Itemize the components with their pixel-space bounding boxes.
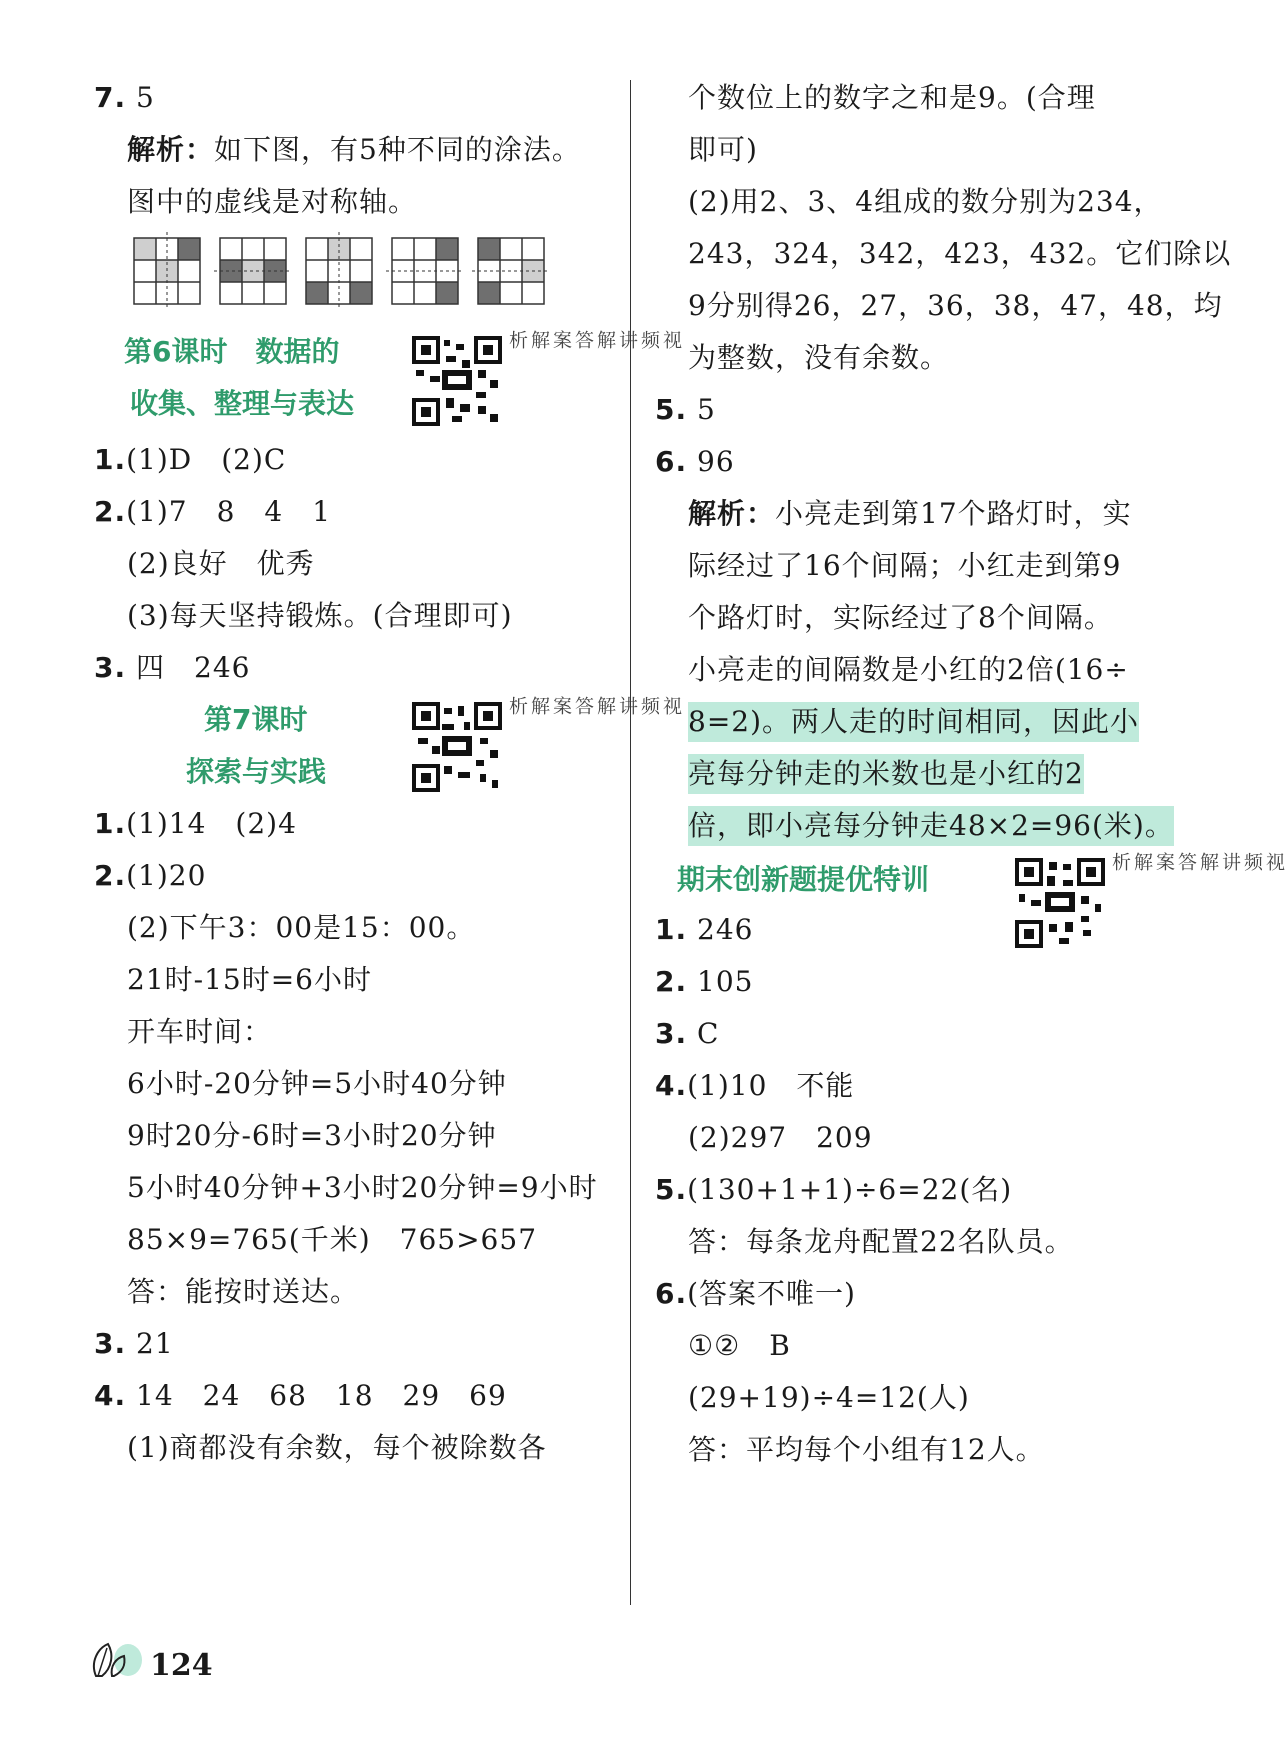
r5: 9分别得26，27，36，38，47，48，均 (688, 289, 1223, 322)
r-exp-6: 亮每分钟走的米数也是小红的2 (688, 754, 1084, 794)
lesson6-title-2: 收集、整理与表达 (130, 387, 355, 420)
lesson6-title-1: 第6课时 数据的 (124, 335, 340, 368)
qr-code-icon[interactable] (412, 702, 502, 792)
l7-q2d: 开车时间： (127, 1015, 273, 1048)
lesson7-title-1: 第7课时 (204, 703, 308, 736)
f-q3: 3. C (655, 1017, 720, 1050)
f-q5: 5.(130+1+1)÷6=22(名) (655, 1173, 1013, 1206)
f-q1: 1. 246 (655, 913, 754, 946)
l7-q2: 2.(1)20 (94, 859, 207, 892)
column-divider (630, 80, 631, 1605)
r-exp-1: 解析：小亮走到第17个路灯时，实 (688, 497, 1132, 530)
r-exp-7: 倍，即小亮每分钟走48×2=96(米)。 (688, 806, 1174, 846)
f-q4: 4.(1)10 不能 (655, 1069, 855, 1102)
grid-2 (214, 238, 292, 304)
f-q4b: (2)297 209 (688, 1121, 873, 1154)
f-q6b: (29+19)÷4=12(人) (688, 1381, 970, 1414)
grid-3 (306, 232, 372, 310)
l7-q2g: 5小时40分钟+3小时20分钟=9小时 (127, 1171, 598, 1204)
leaf-icon (88, 1640, 144, 1684)
qr-code-icon[interactable] (412, 336, 502, 426)
r-q5: 5. 5 (655, 393, 716, 426)
f-q6: 6.(答案不唯一) (655, 1277, 856, 1310)
l7-q2h: 85×9=765(千米) 765>657 (127, 1223, 538, 1256)
l7-q4: 4. 14 24 68 18 29 69 (94, 1379, 507, 1412)
symmetry-figures (134, 238, 554, 314)
l7-q1: 1.(1)14 (2)4 (94, 807, 297, 840)
f-q2: 2. 105 (655, 965, 754, 998)
r3: (2)用2、3、4组成的数分别为234， (688, 185, 1163, 218)
l7-q2i: 答：能按时送达。 (127, 1275, 360, 1308)
qr-code-icon[interactable] (1015, 858, 1105, 948)
lesson7-title-2: 探索与实践 (186, 755, 327, 788)
f-q6c: 答：平均每个小组有12人。 (688, 1433, 1045, 1466)
l6-q1: 1.(1)D (2)C (94, 443, 287, 476)
l7-q2b: (2)下午3：00是15：00。 (127, 911, 476, 944)
l6-q2: 2.(1)7 8 4 1 (94, 495, 332, 528)
l7-q2f: 9时20分-6时=3小时20分钟 (127, 1119, 497, 1152)
r2: 即可) (688, 133, 758, 166)
grid-1 (134, 232, 200, 310)
page-number: 124 (150, 1648, 213, 1683)
r1: 个数位上的数字之和是9。(合理 (688, 81, 1096, 114)
qr-label: 视频讲解答案解析 (506, 330, 682, 351)
q7: 7. 5 (94, 81, 155, 114)
symmetry-grids (134, 238, 554, 310)
q7-explanation: 解析：如下图，有5种不同的涂法。 (127, 133, 581, 166)
r-exp-4: 小亮走的间隔数是小红的2倍(16÷ (688, 653, 1129, 686)
l6-q3: 3. 四 246 (94, 651, 251, 684)
grid-4 (386, 238, 464, 304)
r-exp-2: 际经过了16个间隔；小红走到第9 (688, 549, 1122, 582)
l6-q2c: (3)每天坚持锻炼。(合理即可) (127, 599, 513, 632)
r-exp-5: 8=2)。两人走的时间相同，因此小 (688, 702, 1139, 742)
l6-q2b: (2)良好 优秀 (127, 547, 315, 580)
q7-explanation-2: 图中的虚线是对称轴。 (127, 185, 418, 218)
r-exp-3: 个路灯时，实际经过了8个间隔。 (688, 601, 1113, 634)
r6: 为整数，没有余数。 (688, 341, 950, 374)
final-section-title: 期末创新题提优特训 (677, 863, 930, 896)
f-q6a: ①② B (688, 1329, 791, 1362)
f-q5a: 答：每条龙舟配置22名队员。 (688, 1225, 1074, 1258)
r-q6: 6. 96 (655, 445, 735, 478)
l7-q2c: 21时-15时=6小时 (127, 963, 372, 996)
qr-label: 视频讲解答案解析 (506, 696, 682, 717)
r4: 243，324，342，423，432。它们除以 (688, 237, 1232, 270)
l7-q4a: (1)商都没有余数，每个被除数各 (127, 1431, 547, 1464)
l7-q3: 3. 21 (94, 1327, 174, 1360)
qr-label: 视频讲解答案解析 (1109, 852, 1285, 873)
grid-5 (472, 238, 550, 304)
l7-q2e: 6小时-20分钟=5小时40分钟 (127, 1067, 507, 1100)
